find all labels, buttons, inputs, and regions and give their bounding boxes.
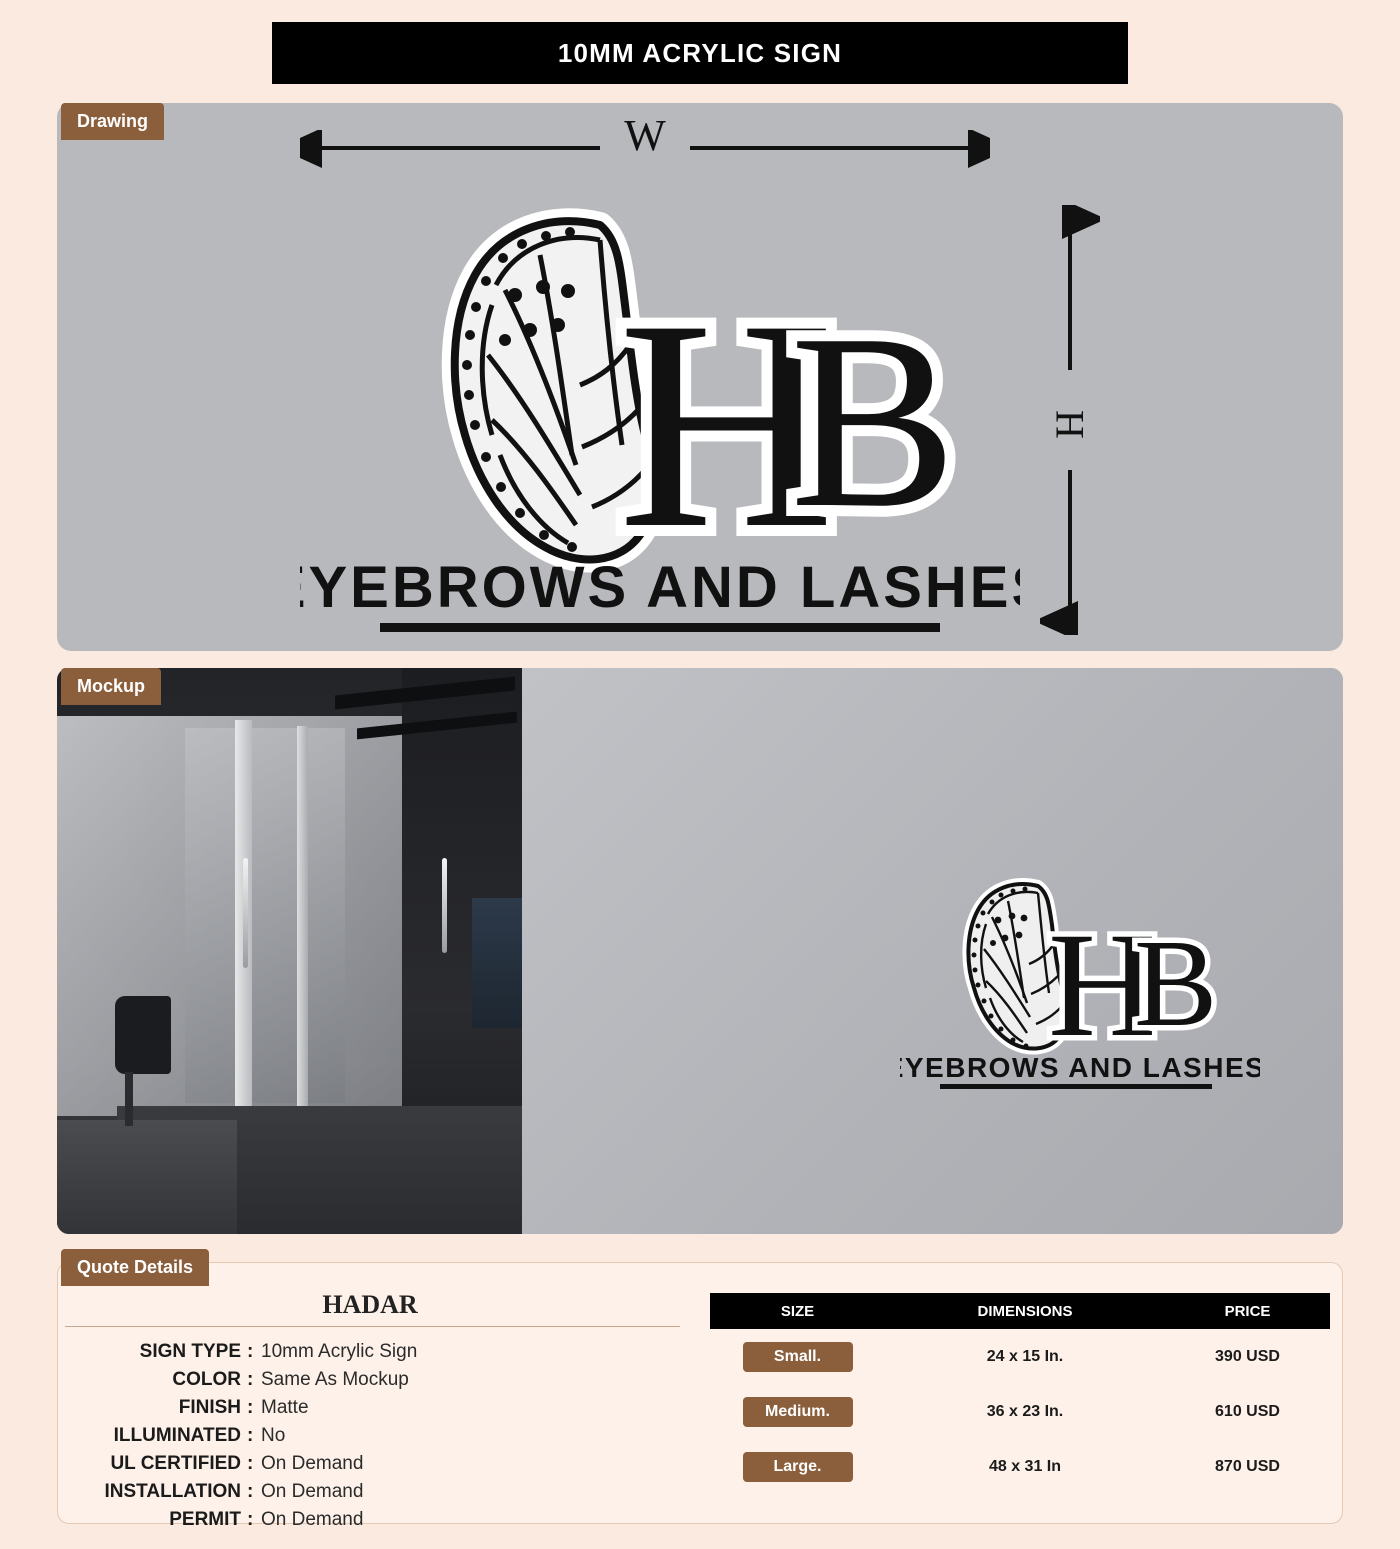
spec-label: FINISH: [178, 1397, 241, 1418]
spec-row: [67, 1507, 667, 1532]
svg-text:B: B: [790, 283, 957, 560]
spec-colon: :: [247, 1369, 254, 1390]
spec-label: ILLUMINATED: [113, 1425, 241, 1446]
svg-text:EYEBROWS AND LASHES: EYEBROWS AND LASHES: [900, 1052, 1260, 1083]
section-label-quote: Quote Details: [61, 1249, 209, 1286]
photo-glass-panel-2: [185, 728, 345, 1103]
height-label: H: [1047, 410, 1093, 439]
svg-text:B: B: [1134, 915, 1218, 1053]
spec-value: No: [261, 1425, 286, 1446]
spec-colon: :: [247, 1341, 254, 1362]
spec-colon: :: [247, 1397, 254, 1418]
spec-label: SIGN TYPE: [139, 1341, 241, 1362]
spec-value: 10mm Acrylic Sign: [261, 1341, 418, 1362]
pricing-table: [710, 1293, 1330, 1494]
svg-text:H: H: [618, 258, 835, 590]
drawing-panel: [57, 103, 1343, 651]
spec-value: Matte: [261, 1397, 309, 1418]
spec-colon: :: [247, 1509, 254, 1530]
spec-value: Same As Mockup: [261, 1369, 409, 1390]
spec-colon: :: [247, 1425, 254, 1446]
spec-value: On Demand: [261, 1481, 364, 1502]
row-dimensions: 48 x 31 In: [988, 1457, 1062, 1475]
row-price: 870 USD: [1215, 1457, 1280, 1475]
spec-label: COLOR: [172, 1369, 241, 1390]
spec-row: [67, 1451, 667, 1476]
photo-door-handle-1: [243, 858, 248, 968]
spec-colon: :: [247, 1453, 254, 1474]
spec-label: INSTALLATION: [104, 1481, 241, 1502]
row-price: 610 USD: [1215, 1402, 1280, 1420]
client-name: HADAR: [322, 1290, 418, 1319]
row-price: 390 USD: [1215, 1347, 1280, 1365]
page-title-bar: [272, 22, 1128, 84]
spec-label: UL CERTIFIED: [110, 1453, 241, 1474]
size-badge: Large.: [743, 1452, 853, 1482]
table-row: [710, 1329, 1330, 1384]
column-header-size: SIZE: [780, 1302, 815, 1320]
spec-value: On Demand: [261, 1453, 364, 1474]
mockup-logo-artwork-icon: [900, 870, 1260, 1100]
spec-colon: :: [247, 1481, 254, 1502]
size-badge: Medium.: [743, 1397, 853, 1427]
spec-row: [67, 1423, 667, 1448]
spec-value: On Demand: [261, 1509, 364, 1530]
photo-floor-near: [57, 1120, 237, 1234]
mockup-interior-photo: [57, 668, 522, 1234]
column-header-dimensions: DIMENSIONS: [977, 1302, 1073, 1320]
logo-artwork-icon: [300, 195, 1020, 645]
photo-office-chair: [115, 996, 171, 1074]
photo-chair-base: [125, 1072, 133, 1126]
width-label: W: [624, 111, 666, 160]
spec-row: [67, 1367, 667, 1392]
photo-window: [472, 898, 522, 1028]
table-header-row: [710, 1293, 1330, 1329]
photo-door-handle-2: [442, 858, 447, 953]
section-label-drawing: Drawing: [61, 103, 164, 140]
divider: [65, 1326, 680, 1327]
row-dimensions: 24 x 15 In.: [986, 1347, 1064, 1365]
photo-door-frame-2: [297, 726, 308, 1121]
column-header-price: PRICE: [1224, 1302, 1271, 1320]
table-row: [710, 1439, 1330, 1494]
spec-row: [67, 1339, 667, 1364]
sign-logo-drawing: [300, 195, 1020, 645]
spec-row: [67, 1479, 667, 1504]
row-dimensions: 36 x 23 In.: [986, 1402, 1064, 1420]
mockup-sign-logo: [900, 870, 1260, 1095]
page-title: 10MM ACRYLIC SIGN: [557, 37, 843, 68]
size-badge: Small.: [743, 1342, 853, 1372]
section-label-mockup: Mockup: [61, 668, 161, 705]
svg-text:H: H: [1048, 902, 1157, 1068]
spec-row: [67, 1395, 667, 1420]
logo-tagline-text: EYEBROWS AND LASHES: [300, 555, 1020, 620]
spec-label: PERMIT: [169, 1509, 241, 1530]
table-row: [710, 1384, 1330, 1439]
quote-specs: [67, 1290, 667, 1535]
